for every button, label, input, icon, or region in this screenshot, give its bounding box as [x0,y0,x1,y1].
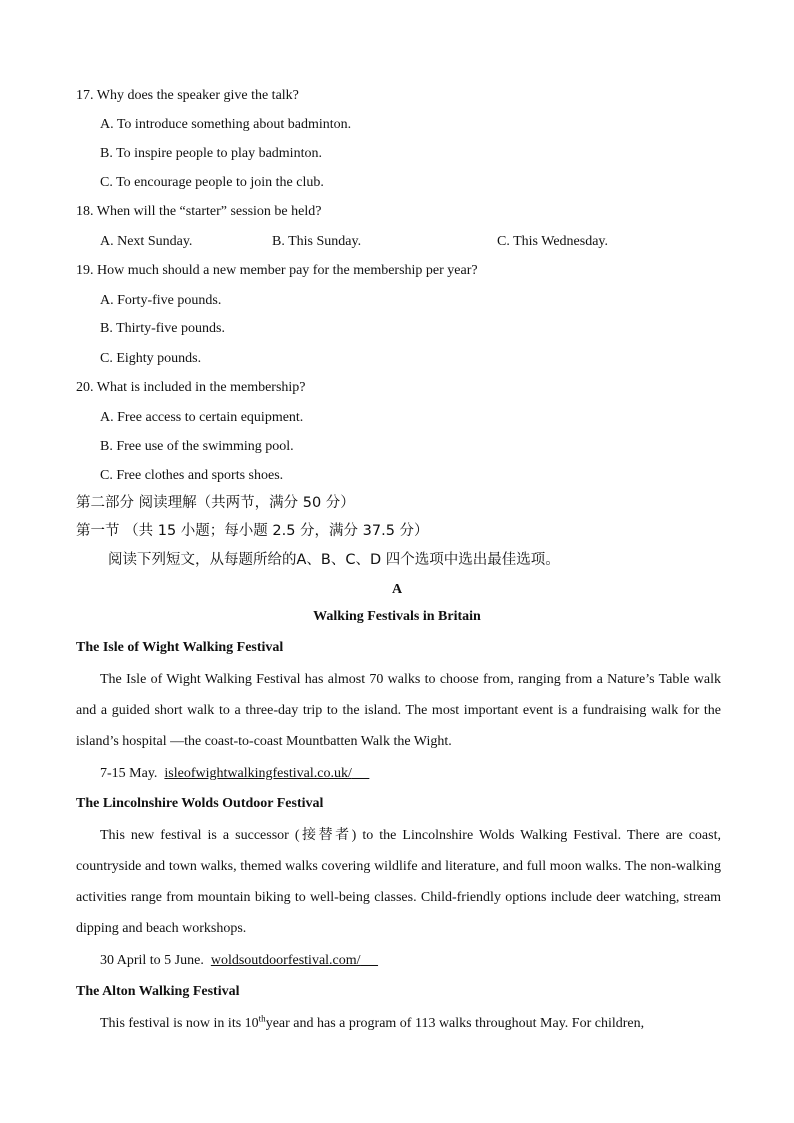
passage-title: Walking Festivals in Britain [313,609,481,624]
question-20-stem: 20. What is included in the membership? [76,380,306,395]
question-18-option-b: B. This Sunday. [272,234,362,249]
festival-1-body [76,664,721,757]
question-17-option-b: B. To inspire people to play badminton. [100,146,322,161]
festival-2-name: The Lincolnshire Wolds Outdoor Festival [76,796,324,811]
festival-2-info [100,952,378,970]
festival-1-body-text: The Isle of Wight Walking Festival has almost 70 walks to choose from, ranging from a Nature’s Table walk and a guided short walk to a three-day trip to the island. The most important event is a fundraising walk for the island’s hospital —the coast-to-coast Mountbatten Walk the Wight. [76,672,721,749]
question-20-option-c: C. Free clothes and sports shoes. [100,468,284,483]
question-20-option-a: A. Free access to certain equipment. [100,410,304,425]
question-18-option-a: A. Next Sunday. [100,234,193,249]
section-part-title: 第二部分 阅读理解（共两节，满分 50 分） [76,495,355,511]
section-sub-title: 第一节 （共 15 小题；每小题 2.5 分，满分 37.5 分） [76,523,429,539]
festival-3-name: The Alton Walking Festival [76,984,240,999]
question-17-option-a: A. To introduce something about badminton. [100,117,352,132]
question-17-option-c: C. To encourage people to join the club. [100,175,324,190]
festival-3-body [76,1008,721,1039]
question-19-option-b: B. Thirty-five pounds. [100,321,225,336]
festival-2-body-text: This new festival is a successor (接替者) to the Lincolnshire Wolds Walking Festival. There are coast, countryside and town walks, themed walks covering wildlife and literature, and full moon walks. The non-walking activities range from mountain biking to well-being classes. Child-friendly options include deer watching, stream dipping and beach workshops. [76,828,721,936]
passage-letter: A [391,582,403,597]
festival-1-date: 7-15 May. [100,766,158,781]
question-18-stem: 18. When will the “starter” session be held? [76,204,322,219]
festival-1-name: The Isle of Wight Walking Festival [76,640,284,655]
question-17-stem: 17. Why does the speaker give the talk? [76,88,299,103]
section-instruction: 阅读下列短文，从每题所给的A、B、C、D 四个选项中选出最佳选项。 [108,552,560,568]
festival-3-body-end: year and has a program of 113 walks throughout May. For children, [265,1016,645,1031]
festival-3-body-start: This festival is now in its 10 [100,1016,259,1031]
festival-1-url[interactable]: isleofwightwalkingfestival.co.uk/ [164,766,352,781]
question-19-option-a: A. Forty-five pounds. [100,293,222,308]
festival-2-body [76,820,721,944]
festival-1-info [100,765,369,783]
question-19-stem: 19. How much should a new member pay for the membership per year? [76,263,478,278]
festival-3-body-sup: th [258,1013,266,1024]
question-19-option-c: C. Eighty pounds. [100,351,202,366]
question-18-option-c: C. This Wednesday. [497,234,608,249]
festival-2-url[interactable]: woldsoutdoorfestival.com/ [210,953,361,968]
festival-2-date: 30 April to 5 June. [100,953,204,968]
question-20-option-b: B. Free use of the swimming pool. [100,439,294,454]
